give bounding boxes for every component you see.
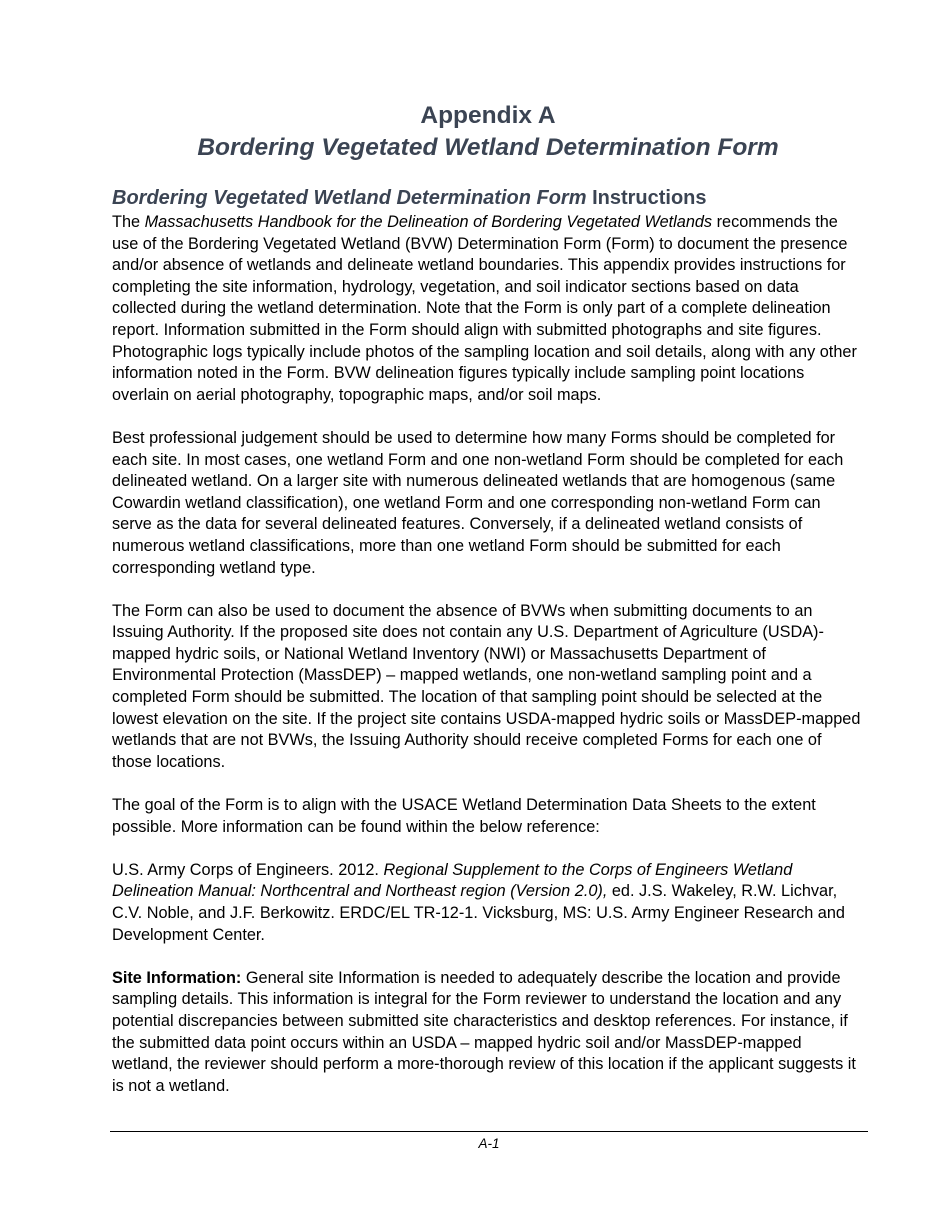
paragraph-goal: The goal of the Form is to align with the USACE Wetland Determination Data Sheets to the extent possible. More information can be found within the below reference: xyxy=(112,796,816,836)
paragraph-intro-body: recommends the use of the Bordering Vegetated Wetland (BVW) Determination Form (Form) to document the presence and/or absence of wetlands and delineate wetland boundaries. This appendix provides instructions for completing the site information, hydrology, vegetation, and soil indicator sections based on data collected during the wetland determination. Note that the Form is only part of a complete delineation report. Information submitted in the Form should align with submitted photographs and site figures. Photographic logs typically include photos of the sampling location and soil details, along with any other information noted in the Form. BVW delineation figures typically include sampling point locations overlain on aerial photography, topographic maps, and/or soil maps. xyxy=(112,213,857,404)
paragraph-intro xyxy=(112,212,864,406)
handbook-title: Massachusetts Handbook for the Delineation of Bordering Vegetated Wetlands xyxy=(144,213,713,231)
site-information-text: General site Information is needed to adequately describe the location and provide sampling details. This information is integral for the Form reviewer to understand the location and any potential discrepancies between submitted site characteristics and desktop references. For instance, if the submitted data point occurs within an USDA – mapped hydric soil and/or MassDEP-mapped wetland, the reviewer should perform a more-thorough review of this location if the applicant suggests it is not a wetland. xyxy=(112,968,856,1095)
document-page xyxy=(112,100,864,1097)
section-heading xyxy=(112,185,864,212)
section-heading-italic: Bordering Vegetated Wetland Determination Form xyxy=(112,187,587,209)
paragraph-site-information xyxy=(112,968,864,1098)
footer-divider xyxy=(110,1131,868,1132)
page-title: Appendix A xyxy=(420,102,556,129)
section-heading-plain: Instructions xyxy=(586,187,707,209)
reference-details: ed. J.S. Wakeley, R.W. Lichvar, C.V. Noble, and J.F. Berkowitz. ERDC/EL TR-12-1. Vicksburg, MS: U.S. Army Engineer Research and Development Center. xyxy=(112,882,845,944)
paragraph-absence: The Form can also be used to document the absence of BVWs when submitting documents to an Issuing Authority. If the proposed site does not contain any U.S. Department of Agriculture (USDA)-mapped hydric soils, or National Wetland Inventory (NWI) or Massachusetts Department of Environmental Protection (MassDEP) – mapped wetlands, one non-wetland sampling point and a completed Form should be submitted. The location of that sampling point should be selected at the lowest elevation on the site. If the project site contains USDA-mapped hydric soils or MassDEP-mapped wetlands that are not BVWs, the Issuing Authority should receive completed Forms for each one of those locations. xyxy=(112,601,861,771)
reference-author: U.S. Army Corps of Engineers. 2012. xyxy=(112,860,384,879)
paragraph-judgement: Best professional judgement should be used to determine how many Forms should be completed for each site. In most cases, one wetland Form and one non-wetland Form should be completed for each delineated wetland. On a larger site with numerous delineated wetlands that are homogenous (same Cowardin wetland classification), one wetland Form and one corresponding non-wetland Form can serve as the data for several delineated features. Conversely, if a delineated wetland consists of numerous wetland classifications, more than one wetland Form should be submitted for each corresponding wetland type. xyxy=(112,428,844,577)
paragraph-reference xyxy=(112,860,864,946)
page-subtitle: Bordering Vegetated Wetland Determination Form xyxy=(197,134,779,161)
paragraph-intro-lead: The xyxy=(112,213,145,231)
site-information-label: Site Information: xyxy=(112,968,242,987)
reference-title: Regional Supplement to the Corps of Engineers Wetland Delineation Manual: Northcentral and Northeast region (Version 2.0), xyxy=(112,860,793,901)
page-number: A-1 xyxy=(478,1136,500,1151)
